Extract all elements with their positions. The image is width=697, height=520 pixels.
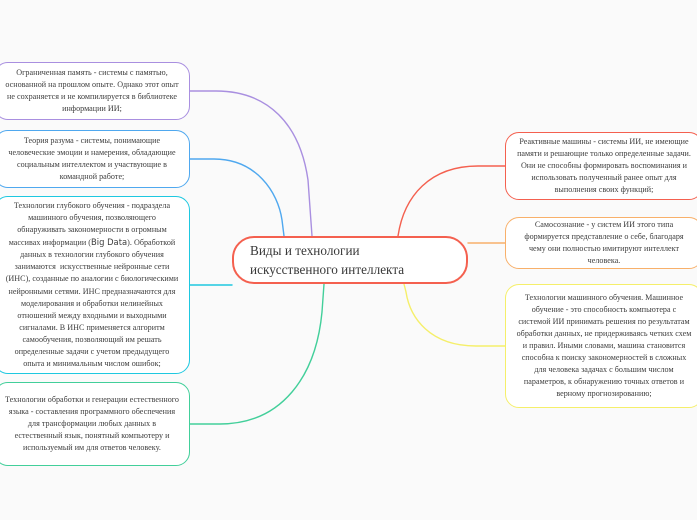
central-node[interactable]: [232, 236, 468, 284]
branch-node-theory-of-mind-label: Теория разума - системы, понимающие человеческие эмоции и намерения, обладающие социальным интеллектом и участвующие в командной работе;: [8, 135, 178, 182]
branch-node-theory-of-mind[interactable]: [0, 130, 190, 188]
branch-node-nlp[interactable]: [0, 382, 190, 466]
branch-node-reactive-machines-label: Реактивные машины - системы ИИ, не имеющие памяти и решающие только определенные задачи. Они не способны формировать воспоминания и использовать полученный ранее опыт для выполнения своих функций;: [517, 136, 693, 195]
branch-node-machine-learning[interactable]: [505, 284, 697, 408]
deep-learning-text-before: Технологии глубокого обучения - подраздела машинного обучения, позволяющего обнаруживать закономерности в огромным массивах информации (: [8, 200, 173, 248]
connector-machine-learning: [404, 284, 505, 346]
deep-learning-text-emphasis: Big Data: [90, 237, 128, 248]
connector-nlp: [190, 284, 324, 424]
connector-limited-memory: [190, 91, 312, 236]
central-node-label: Виды и технологии искусственного интеллекта: [250, 243, 405, 277]
branch-node-deep-learning-label: [0, 195, 189, 375]
branch-node-self-awareness[interactable]: [505, 217, 697, 269]
deep-learning-text-after: ). Обработкой данных в технологии глубокого обучения занимаются искусственные нейронные сети (ИНС), созданные по аналогии с биологическими нейронными сетями. ИНС предназначаются для моделирования и обработки нелинейных отношений между входными и выходными сигналами. В ИНС применяется алгоритм самообучения, позволяющий им решать определенные задачи с учетом предыдущего опыта и минимальным числом ошибок;: [5, 238, 181, 369]
branch-node-limited-memory[interactable]: [0, 62, 190, 120]
branch-node-self-awareness-label: Самосознание - у систем ИИ этого типа формируется представление о себе, благодаря чему они полностью имитируют интеллект человека.: [524, 219, 686, 266]
branch-node-limited-memory-label: Ограниченная память - системы с памятью, основанной на прошлом опыте. Однако этот опыт не сохраняется и не компилируется в библиотеке информации ИИ;: [5, 67, 181, 114]
connector-theory-of-mind: [190, 159, 284, 236]
branch-node-deep-learning[interactable]: [0, 196, 190, 374]
branch-node-reactive-machines[interactable]: [505, 132, 697, 200]
branch-node-nlp-label: Технологии обработки и генерации естественного языка - составления программного обеспечения для трансформации любых данных в естественный язык, понятный компьютеру и используемый им для ответов человеку.: [5, 394, 182, 453]
branch-node-machine-learning-label: Технологии машинного обучения. Машинное обучение - это способность компьютера с системой ИИ принимать решения по результатам обработки данных, не придерживаясь четких схем и правил. Иными словами, машина становится способна к поиску закономерностей в сложных для человека задачах с большим числом параметров, к обнаружению точных ответов и верному прогнозированию;: [516, 292, 694, 399]
